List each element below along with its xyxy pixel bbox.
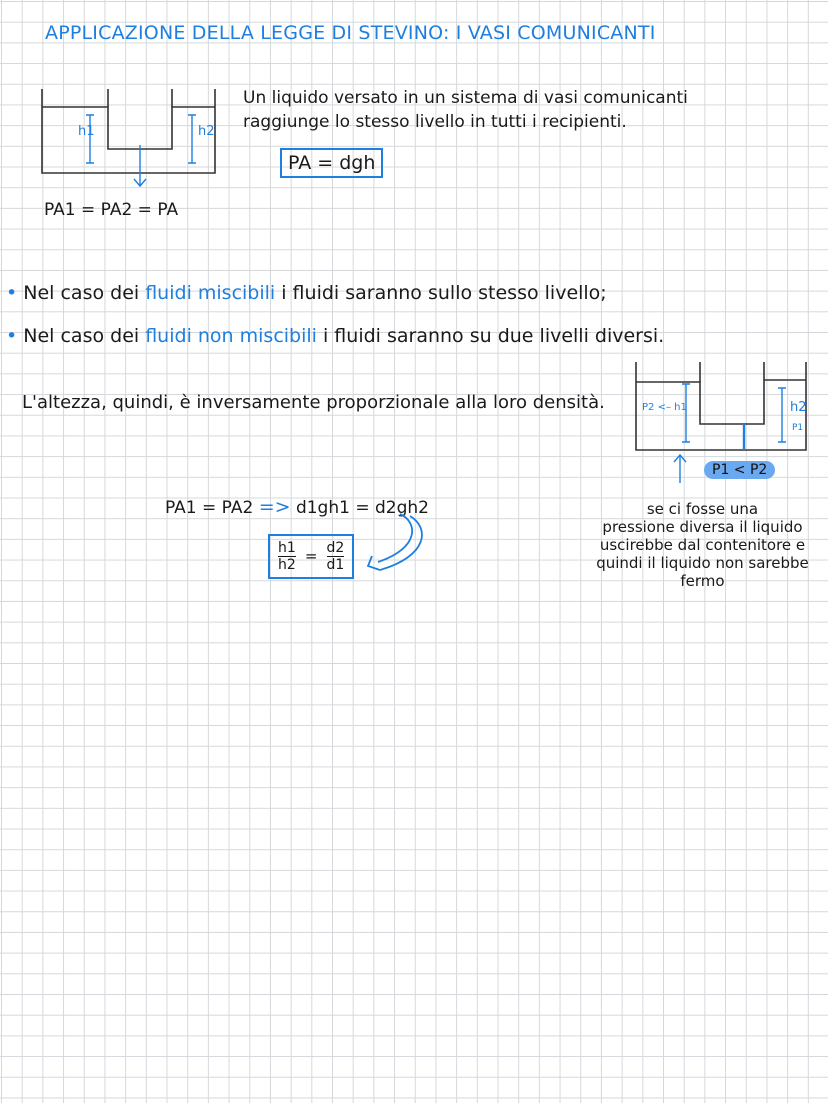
bullet-miscibili (6, 282, 607, 304)
fraction-d-den: d1 (326, 557, 345, 573)
bullet-1-post: i fluidi saranno sullo stesso livello; (275, 282, 607, 304)
ratio-equals: = (304, 547, 318, 565)
pressure-equality: PA1 = PA2 = PA (44, 200, 179, 220)
diagram2-right-h: h2 (790, 400, 807, 415)
fraction-h (278, 540, 296, 573)
implies-arrow: => (258, 496, 291, 518)
intro-line-2: raggiunge lo stesso livello in tutti i recipienti. (243, 112, 627, 132)
equation-rhs: d1gh1 = d2gh2 (295, 498, 429, 518)
fraction-d (327, 540, 345, 573)
diagram1-h-right: h2 (198, 124, 215, 139)
diagram1-h-left: h1 (78, 124, 95, 139)
bullet-non-miscibili (6, 325, 664, 347)
bullet-2-highlight: fluidi non miscibili (145, 325, 317, 347)
height-statement: L'altezza, quindi, è inversamente proporzionale alla loro densità. (22, 392, 605, 413)
note-line-5: fermo (680, 572, 725, 590)
diagram2-left-label: P2 <– h1 (642, 402, 687, 413)
bullet-dot: • (6, 325, 18, 347)
note-line-3: uscirebbe dal contenitore e (599, 536, 806, 554)
fraction-d-num: d2 (326, 540, 345, 556)
page-title: APPLICAZIONE DELLA LEGGE DI STEVINO: I VASI COMUNICANTI (45, 22, 656, 44)
intro-line-1: Un liquido versato in un sistema di vasi comunicanti (243, 88, 688, 108)
diagram2-right-p: P1 (792, 423, 804, 433)
bullet-dot: • (6, 282, 18, 304)
bullet-2-post: i fluidi saranno su due livelli diversi. (316, 325, 665, 347)
explanatory-note (580, 500, 825, 590)
pressure-inequality-badge: P1 < P2 (704, 461, 775, 479)
note-line-4: quindi il liquido non sarebbe (596, 554, 809, 572)
ratio-box (268, 534, 354, 579)
vessels-diagram-1 (40, 85, 220, 195)
bullet-2-pre: Nel caso dei (23, 325, 146, 347)
bullet-1-pre: Nel caso dei (23, 282, 146, 304)
note-line-1: se ci fosse una (646, 500, 759, 518)
bullet-1-highlight: fluidi miscibili (145, 282, 276, 304)
fraction-h-num: h1 (278, 540, 296, 556)
curved-arrow-icon (358, 508, 438, 578)
fraction-h-den: h2 (278, 557, 296, 573)
note-line-2: pressione diversa il liquido (602, 518, 803, 536)
formula-box: PA = dgh (280, 148, 383, 178)
equation-lhs: PA1 = PA2 (165, 498, 254, 518)
vessels-diagram-2 (634, 358, 814, 468)
